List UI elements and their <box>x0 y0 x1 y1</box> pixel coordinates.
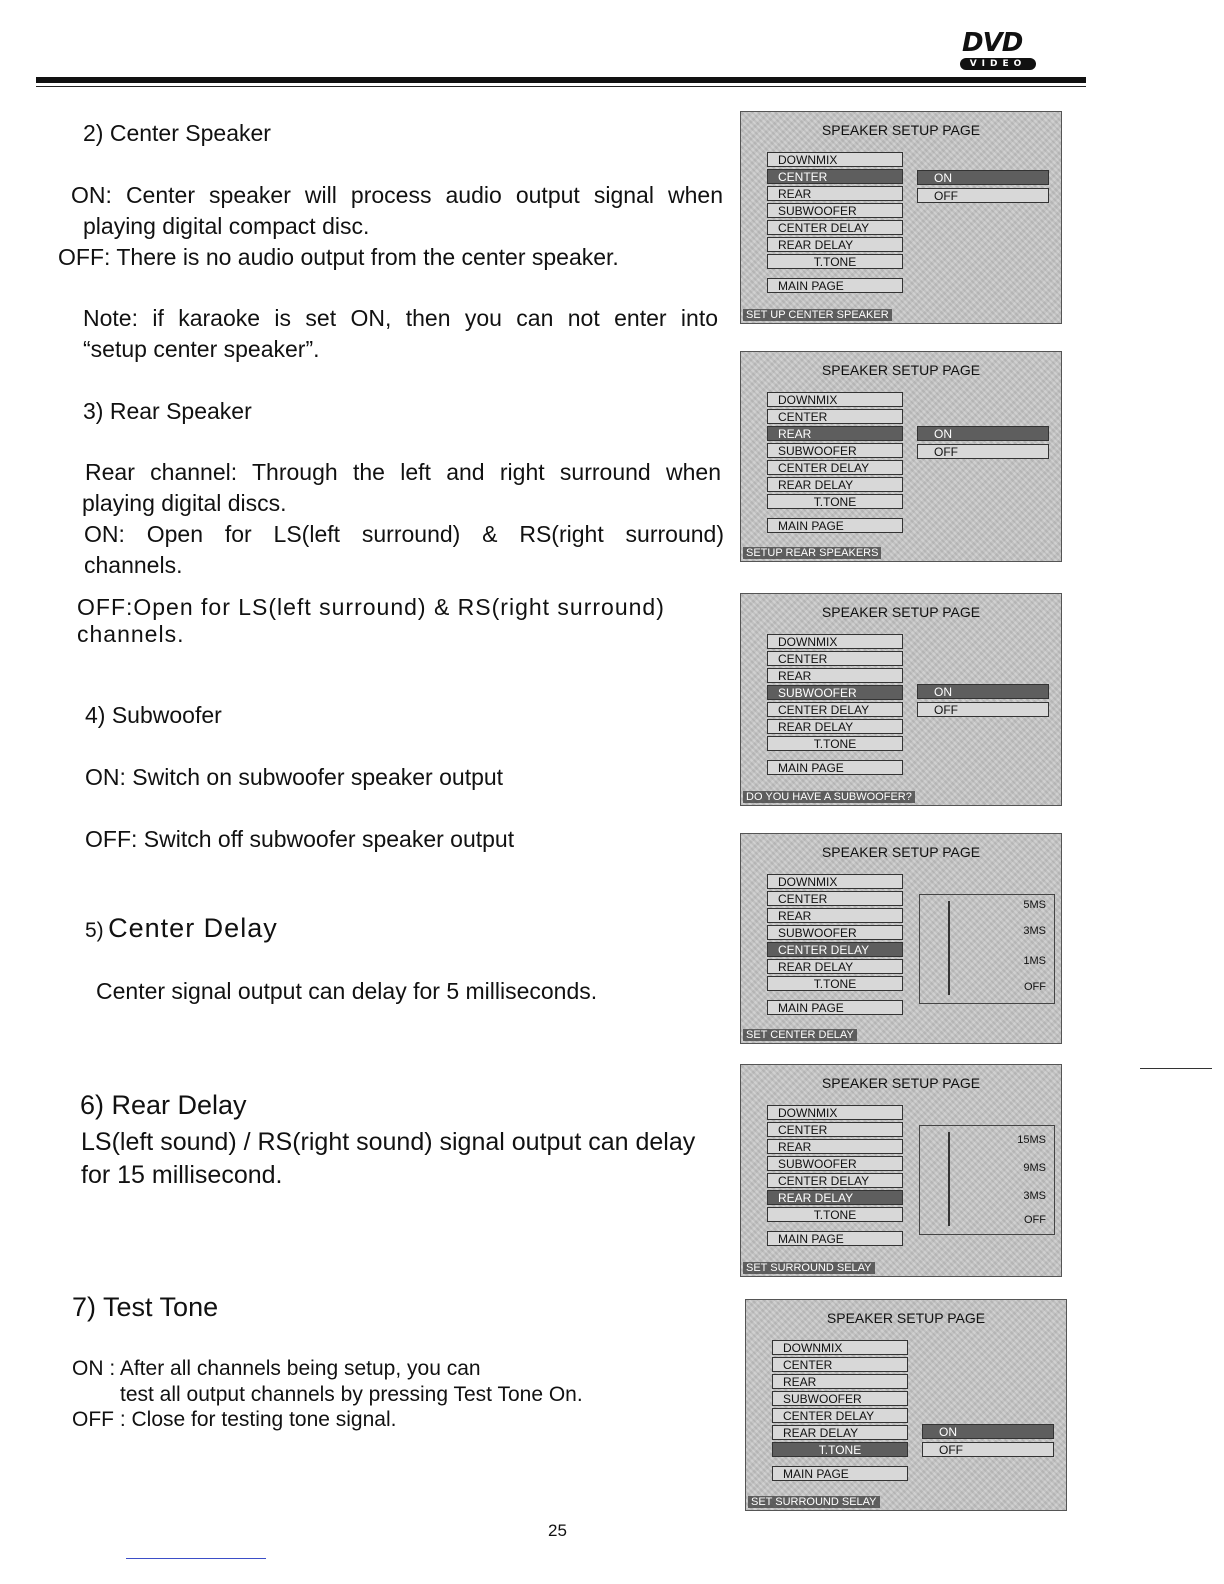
osd-title: SPEAKER SETUP PAGE <box>821 122 981 138</box>
osd-delay-value: OFF <box>1024 1214 1046 1226</box>
osd-item-center-delay: CENTER DELAY <box>772 1408 908 1423</box>
osd-delay-value: 1MS <box>1023 955 1046 967</box>
osd-item-rear-delay: REAR DELAY <box>767 237 903 252</box>
test-tone-heading: 7) Test Tone <box>72 1292 219 1322</box>
rear-on-text-cont: channels. <box>84 552 183 578</box>
osd-menu <box>767 392 903 535</box>
osd-screen-test-tone <box>745 1299 1067 1511</box>
osd-item-downmix: DOWNMIX <box>767 152 903 167</box>
osd-item-rear-delay: REAR DELAY <box>767 1190 903 1205</box>
center-note-text: Note: if karaoke is set ON, then you can not enter into <box>83 305 718 331</box>
osd-delay-slider <box>919 894 1055 1004</box>
rear-delay-text-cont: for 15 millisecond. <box>81 1161 283 1189</box>
rear-speaker-heading: 3) Rear Speaker <box>83 398 252 424</box>
osd-item-t-tone: T.TONE <box>767 494 903 509</box>
rear-on-text: ON: Open for LS(left surround) & RS(right surround) <box>84 521 724 547</box>
osd-option-off: OFF <box>917 188 1049 203</box>
osd-item-rear: REAR <box>767 426 903 441</box>
center-delay-text: Center signal output can delay for 5 milliseconds. <box>96 978 598 1004</box>
osd-options <box>917 684 1049 720</box>
osd-menu <box>767 152 903 295</box>
osd-delay-value: OFF <box>1024 981 1046 993</box>
logo-dvd-text: DVD <box>962 28 1023 58</box>
osd-option-on: ON <box>917 426 1049 441</box>
osd-item-t-tone: T.TONE <box>772 1442 908 1457</box>
rear-channel-text-cont: playing digital discs. <box>82 490 287 516</box>
center-speaker-heading: 2) Center Speaker <box>83 120 271 146</box>
osd-item-t-tone: T.TONE <box>767 976 903 991</box>
osd-item-downmix: DOWNMIX <box>767 392 903 407</box>
osd-option-off: OFF <box>917 444 1049 459</box>
center-note-text-cont: “setup center speaker”. <box>83 336 320 362</box>
osd-screen-rear <box>740 351 1062 562</box>
header-rule-thin <box>36 86 1086 87</box>
osd-item-main-page: MAIN PAGE <box>767 1231 903 1246</box>
osd-delay-track <box>948 1132 950 1226</box>
osd-options <box>922 1424 1054 1460</box>
osd-screen-center-delay <box>740 833 1062 1044</box>
osd-status-text: SET SURROUND SELAY <box>748 1496 880 1508</box>
dvd-video-logo <box>960 28 1040 72</box>
osd-options <box>917 426 1049 462</box>
rear-off-text: OFF:Open for LS(left surround) & RS(right surround) <box>77 594 665 620</box>
osd-item-downmix: DOWNMIX <box>767 634 903 649</box>
osd-item-subwoofer: SUBWOOFER <box>767 443 903 458</box>
test-tone-on-text: ON : After all channels being setup, you can <box>72 1357 481 1380</box>
osd-item-rear-delay: REAR DELAY <box>767 477 903 492</box>
osd-status-text: SETUP REAR SPEAKERS <box>743 547 881 559</box>
osd-item-center-delay: CENTER DELAY <box>767 460 903 475</box>
osd-item-downmix: DOWNMIX <box>767 1105 903 1120</box>
osd-item-main-page: MAIN PAGE <box>767 518 903 533</box>
osd-item-center-delay: CENTER DELAY <box>767 942 903 957</box>
rear-delay-heading: 6) Rear Delay <box>80 1090 247 1120</box>
center-delay-heading-num: 5) <box>85 919 104 942</box>
osd-menu <box>767 874 903 1017</box>
osd-item-main-page: MAIN PAGE <box>767 1000 903 1015</box>
osd-item-rear: REAR <box>772 1374 908 1389</box>
osd-status-text: SET UP CENTER SPEAKER <box>743 309 892 321</box>
osd-option-off: OFF <box>922 1442 1054 1457</box>
osd-item-center: CENTER <box>772 1357 908 1372</box>
osd-option-off: OFF <box>917 702 1049 717</box>
test-tone-off-text: OFF : Close for testing tone signal. <box>72 1408 397 1431</box>
footer-link-line <box>126 1558 266 1559</box>
osd-item-center: CENTER <box>767 1122 903 1137</box>
osd-delay-value: 9MS <box>1023 1162 1046 1174</box>
margin-line <box>1140 1068 1212 1069</box>
osd-delay-value: 3MS <box>1023 1190 1046 1202</box>
osd-item-rear-delay: REAR DELAY <box>767 959 903 974</box>
center-delay-heading <box>85 913 278 944</box>
osd-item-center-delay: CENTER DELAY <box>767 1173 903 1188</box>
osd-screen-subwoofer <box>740 593 1062 806</box>
osd-item-downmix: DOWNMIX <box>767 874 903 889</box>
osd-menu <box>767 1105 903 1248</box>
center-on-text: ON: Center speaker will process audio output signal when <box>71 182 723 208</box>
center-off-text: OFF: There is no audio output from the center speaker. <box>58 244 619 270</box>
osd-delay-slider <box>919 1125 1055 1235</box>
osd-item-subwoofer: SUBWOOFER <box>772 1391 908 1406</box>
osd-item-center: CENTER <box>767 409 903 424</box>
osd-item-subwoofer: SUBWOOFER <box>767 685 903 700</box>
osd-item-center-delay: CENTER DELAY <box>767 220 903 235</box>
osd-delay-track <box>948 901 950 995</box>
osd-option-on: ON <box>917 170 1049 185</box>
osd-item-main-page: MAIN PAGE <box>767 760 903 775</box>
osd-item-rear-delay: REAR DELAY <box>767 719 903 734</box>
subwoofer-heading: 4) Subwoofer <box>85 702 222 728</box>
osd-status-text: DO YOU HAVE A SUBWOOFER? <box>743 791 915 803</box>
osd-item-subwoofer: SUBWOOFER <box>767 203 903 218</box>
osd-item-rear: REAR <box>767 1139 903 1154</box>
osd-item-rear: REAR <box>767 668 903 683</box>
osd-title: SPEAKER SETUP PAGE <box>821 362 981 378</box>
page-number: 25 <box>548 1521 567 1540</box>
osd-item-main-page: MAIN PAGE <box>772 1466 908 1481</box>
osd-item-downmix: DOWNMIX <box>772 1340 908 1355</box>
rear-delay-text: LS(left sound) / RS(right sound) signal output can delay <box>81 1128 696 1156</box>
osd-item-center: CENTER <box>767 651 903 666</box>
center-on-text-cont: playing digital compact disc. <box>83 213 370 239</box>
osd-delay-value: 3MS <box>1023 925 1046 937</box>
osd-item-rear: REAR <box>767 186 903 201</box>
osd-item-rear: REAR <box>767 908 903 923</box>
test-tone-on-text-cont: test all output channels by pressing Test Tone On. <box>120 1383 583 1406</box>
osd-item-center-delay: CENTER DELAY <box>767 702 903 717</box>
osd-item-subwoofer: SUBWOOFER <box>767 925 903 940</box>
subwoofer-on-text: ON: Switch on subwoofer speaker output <box>85 764 504 790</box>
osd-title: SPEAKER SETUP PAGE <box>826 1310 986 1326</box>
osd-item-t-tone: T.TONE <box>767 1207 903 1222</box>
osd-status-text: SET SURROUND SELAY <box>743 1262 875 1274</box>
osd-option-on: ON <box>917 684 1049 699</box>
osd-menu <box>772 1340 908 1483</box>
osd-delay-value: 15MS <box>1017 1134 1046 1146</box>
osd-item-center: CENTER <box>767 169 903 184</box>
center-delay-heading-text: Center Delay <box>108 913 278 943</box>
rear-channel-text: Rear channel: Through the left and right surround when <box>85 459 721 485</box>
osd-title: SPEAKER SETUP PAGE <box>821 844 981 860</box>
osd-menu <box>767 634 903 777</box>
subwoofer-off-text: OFF: Switch off subwoofer speaker output <box>85 826 515 852</box>
osd-item-main-page: MAIN PAGE <box>767 278 903 293</box>
osd-screen-center <box>740 111 1062 324</box>
osd-screen-rear-delay <box>740 1064 1062 1277</box>
logo-video-text: VIDEO <box>960 58 1036 70</box>
rear-off-text-cont: channels. <box>77 621 185 647</box>
osd-item-rear-delay: REAR DELAY <box>772 1425 908 1440</box>
osd-item-t-tone: T.TONE <box>767 254 903 269</box>
osd-option-on: ON <box>922 1424 1054 1439</box>
osd-delay-value: 5MS <box>1023 899 1046 911</box>
osd-item-t-tone: T.TONE <box>767 736 903 751</box>
header-rule <box>36 77 1086 83</box>
osd-status-text: SET CENTER DELAY <box>743 1029 857 1041</box>
osd-item-subwoofer: SUBWOOFER <box>767 1156 903 1171</box>
osd-title: SPEAKER SETUP PAGE <box>821 604 981 620</box>
osd-title: SPEAKER SETUP PAGE <box>821 1075 981 1091</box>
osd-item-center: CENTER <box>767 891 903 906</box>
osd-options <box>917 170 1049 206</box>
